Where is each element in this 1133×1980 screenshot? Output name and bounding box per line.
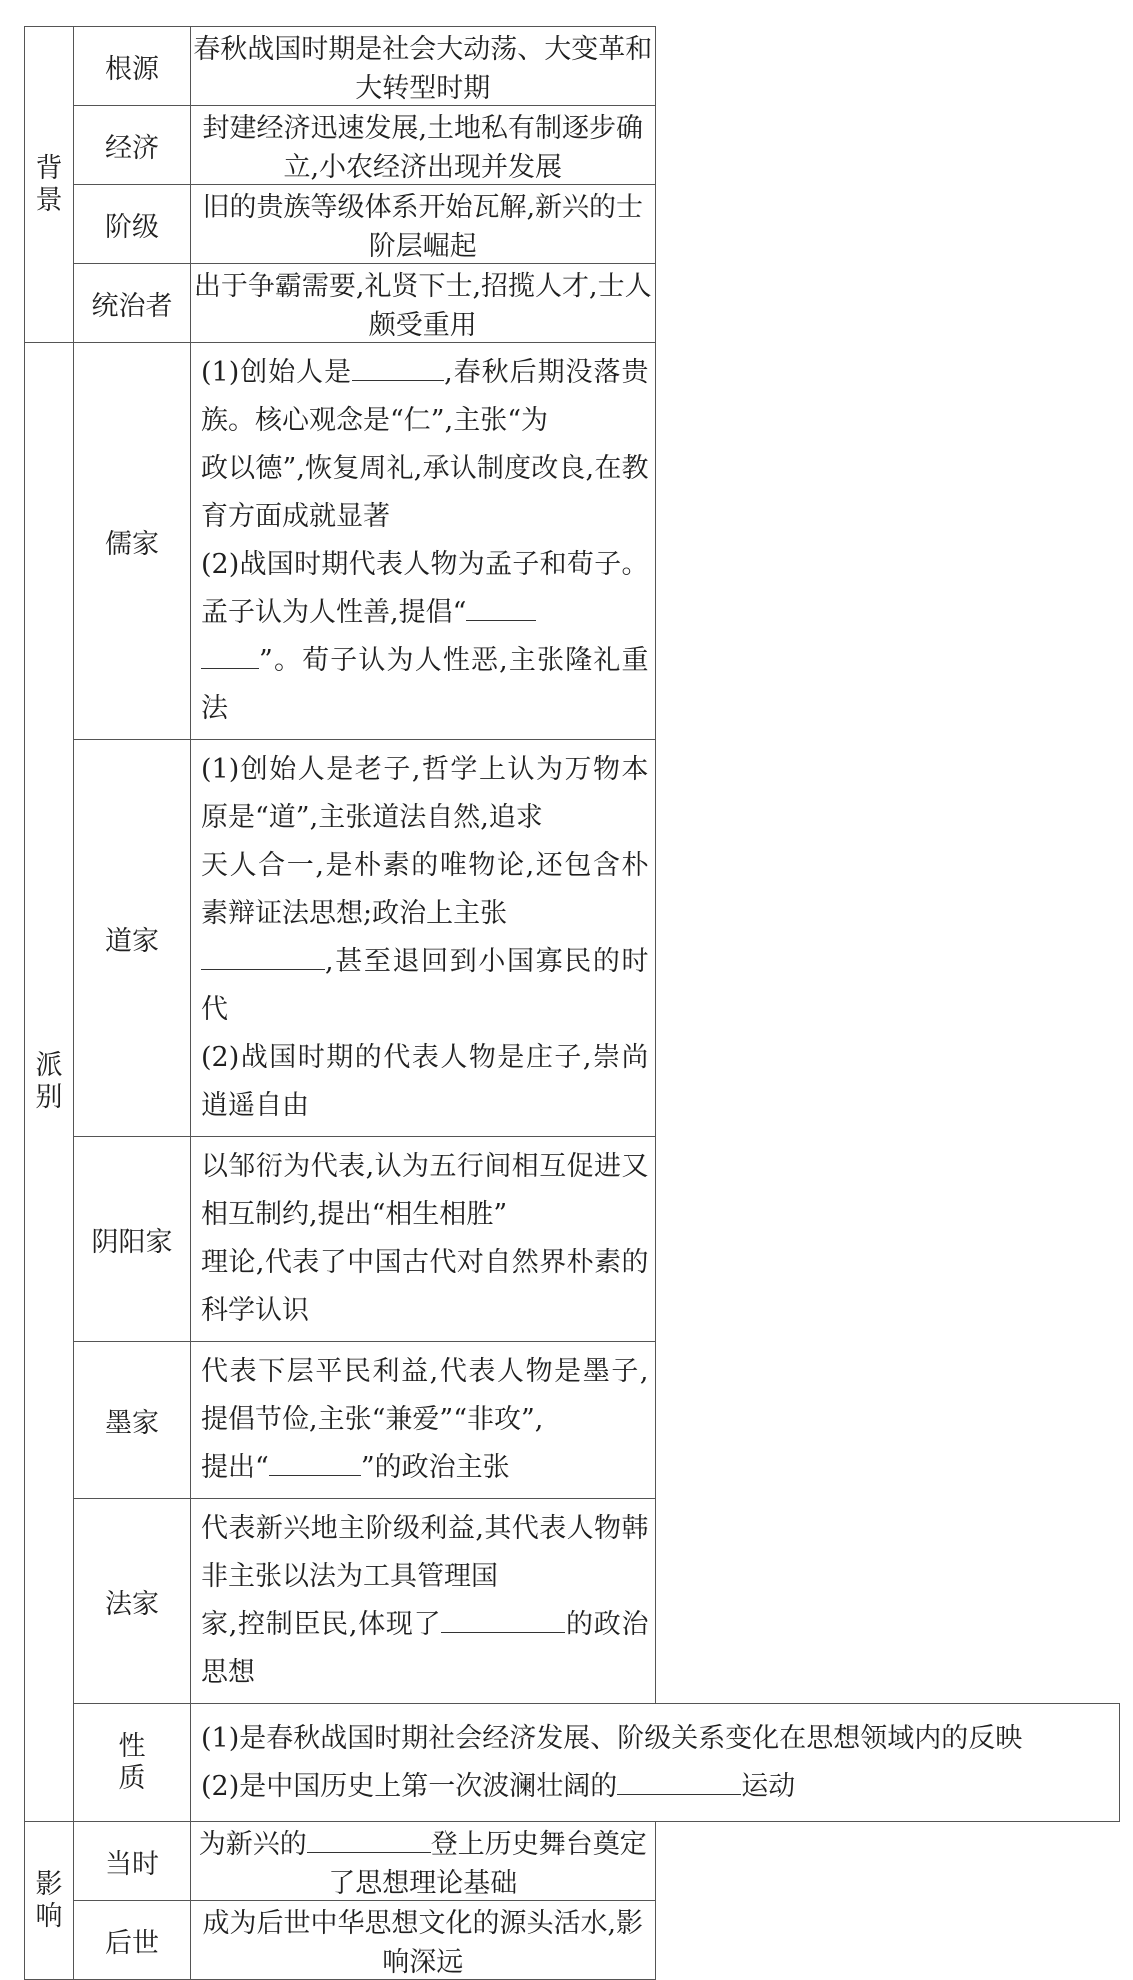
row-confucian [25,343,1120,740]
label-taoist: 道家 [74,740,191,1137]
row-mohist [25,1342,1120,1499]
text-confucian: (1)创始人是 ,春秋后期没落贵族。核心观念是“仁”,主张“为 政以德”,恢复周礼,承认制度改良,在教育方面成就显著 (2)战国时期代表人物为孟子和荀子。孟子认为人性善,提倡“ ”。荀子认为人性恶,主张隆礼重法 [191,343,656,740]
row-economy [25,106,1120,185]
text-yinyang: 以邹衍为代表,认为五行间相互促进又相互制约,提出“相生相胜” 理论,代表了中国古代对自然界朴素的科学认识 [191,1137,656,1342]
row-later [25,1901,1120,1980]
fill-blank[interactable] [201,638,259,669]
label-mohist: 墨家 [74,1342,191,1499]
fill-blank[interactable] [269,1445,361,1476]
category-nature [74,1704,191,1822]
text-taoist: (1)创始人是老子,哲学上认为万物本原是“道”,主张道法自然,追求 天人合一,是朴素的唯物论,还包含朴素辩证法思想;政治上主张 ,甚至退回到小国寡民的时代 (2)战国时期的代表人物是庄子,崇尚逍遥自由 [191,740,656,1137]
row-class [25,185,1120,264]
fill-blank[interactable] [466,590,536,621]
text-rulers: 出于争霸需要,礼贤下士,招揽人才,士人颇受重用 [191,264,656,343]
label-rulers: 统治者 [74,264,191,343]
text-economy: 封建经济迅速发展,土地私有制逐步确立,小农经济出现并发展 [191,106,656,185]
category-schools [25,343,74,1822]
text-then: 为新兴的 登上历史舞台奠定了思想理论基础 [191,1822,656,1901]
row-origin [25,27,1120,106]
text-later: 成为后世中华思想文化的源头活水,影响深远 [191,1901,656,1980]
row-nature [25,1704,1120,1822]
category-label: 性 质 [118,1730,146,1794]
fill-blank[interactable] [307,1822,431,1853]
row-yinyang [25,1137,1120,1342]
row-then [25,1822,1120,1901]
row-legalist [25,1499,1120,1704]
category-label: 派 别 [35,1050,63,1113]
label-confucian: 儒家 [74,343,191,740]
label-then: 当时 [74,1822,191,1901]
label-legalist: 法家 [74,1499,191,1704]
category-influence [25,1822,74,1980]
label-later: 后世 [74,1901,191,1980]
text-origin: 春秋战国时期是社会大动荡、大变革和大转型时期 [191,27,656,106]
text-legalist: 代表新兴地主阶级利益,其代表人物韩非主张以法为工具管理国 家,控制臣民,体现了 的政治思想 [191,1499,656,1704]
text-class: 旧的贵族等级体系开始瓦解,新兴的士阶层崛起 [191,185,656,264]
label-yinyang: 阴阳家 [74,1137,191,1342]
category-label: 影 响 [35,1868,63,1932]
fill-blank[interactable] [201,939,325,970]
fill-blank[interactable] [352,350,444,381]
label-origin: 根源 [74,27,191,106]
label-economy: 经济 [74,106,191,185]
fill-blank[interactable] [441,1602,565,1633]
label-class: 阶级 [74,185,191,264]
summary-table [24,26,1120,1980]
text-mohist: 代表下层平民利益,代表人物是墨子,提倡节俭,主张“兼爱”“非攻”, 提出“ ”的政治主张 [191,1342,656,1499]
row-taoist [25,740,1120,1137]
category-background [25,27,74,343]
text-nature: (1)是春秋战国时期社会经济发展、阶级关系变化在思想领域内的反映 (2)是中国历史上第一次波澜壮阔的 运动 [191,1704,1120,1822]
fill-blank[interactable] [617,1764,741,1795]
row-rulers [25,264,1120,343]
category-label: 背 景 [35,152,63,216]
